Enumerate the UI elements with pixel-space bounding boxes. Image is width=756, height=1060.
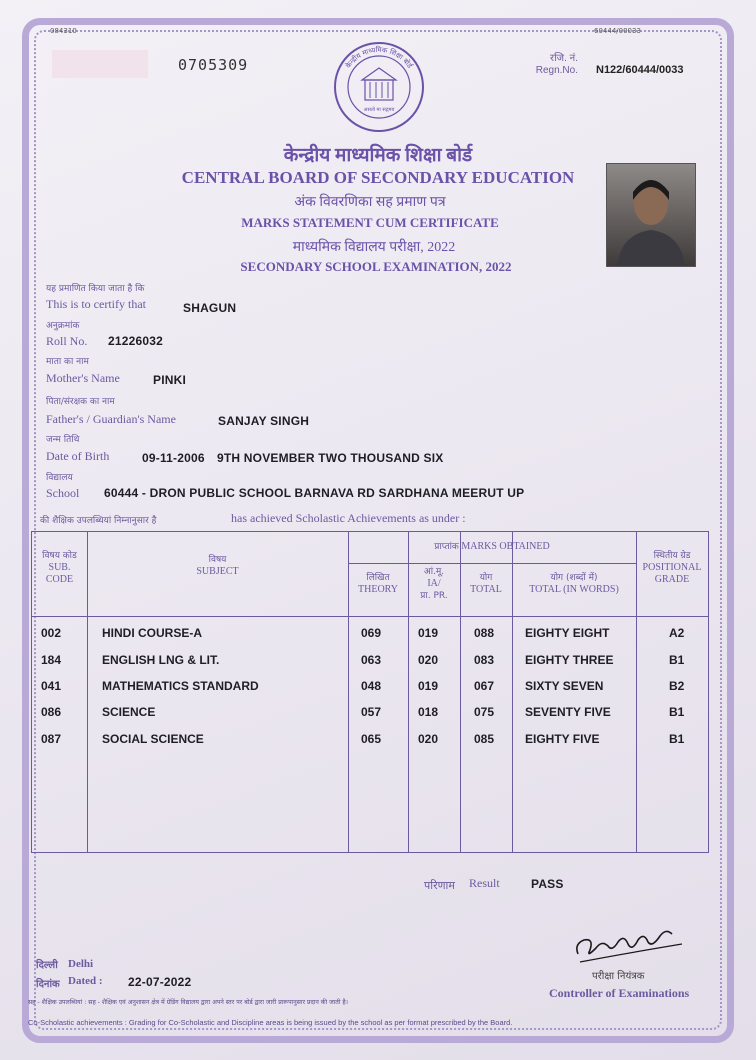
theory-marks: 063: [361, 653, 382, 667]
theory-marks: 057: [361, 705, 382, 719]
subject: MATHEMATICS STANDARD: [102, 679, 259, 693]
table-row: [32, 626, 708, 646]
signature-icon: [572, 924, 692, 968]
subject: SCIENCE: [102, 705, 156, 719]
student-name: SHAGUN: [183, 301, 237, 315]
dob-words: 9TH NOVEMBER TWO THOUSAND SIX: [217, 451, 444, 465]
board-title-hindi: केन्द्रीय माध्यमिक शिक्षा बोर्ड: [283, 145, 473, 166]
cert-title: MARKS STATEMENT CUM CERTIFICATE: [241, 215, 499, 230]
total-words: EIGHTY THREE: [525, 653, 614, 667]
controller-label: Controller of Examinations: [549, 986, 690, 1000]
note-english: Co-Scholastic achievements : Grading for Co-Scholastic and Discipline areas is being issued by the school as per format prescribed by the Board.: [28, 1018, 513, 1027]
subject: HINDI COURSE-A: [102, 626, 203, 640]
seal-motto: असतो मा सद्गमय: [363, 107, 395, 113]
note-hindi: सह - शैक्षिक उपलब्धियां : सह - शैक्षिक एवं अनुशासन क्षेत्र में ग्रेडिंग विद्यालय द्वारा अपने स्तर पर बोर्ड द्वारा जारी प्रारूपानुसार प्रदान की जाती है।: [28, 999, 349, 1006]
total-words: SEVENTY FIVE: [525, 705, 611, 719]
sub-code-header: विषय कोड SUB. CODE: [42, 551, 77, 585]
total-words: EIGHTY FIVE: [525, 732, 600, 746]
sub-code: 002: [41, 626, 62, 640]
theory-marks: 065: [361, 732, 382, 746]
mother-name: PINKI: [153, 373, 187, 387]
ia-pr-header: आं.मू. IA/ प्रा. PR.: [420, 567, 448, 601]
subject: ENGLISH LNG & LIT.: [102, 653, 220, 667]
exam-title: SECONDARY SCHOOL EXAMINATION, 2022: [240, 259, 512, 274]
corner-code-left: 084310: [50, 27, 77, 35]
roll-label-hindi: अनुक्रमांक: [46, 321, 80, 331]
mother-label-hindi: माता का नाम: [46, 357, 89, 367]
result-value: PASS: [531, 877, 564, 891]
cert-title-hindi: अंक विवरणिका सह प्रमाण पत्र: [294, 195, 446, 210]
ia-marks: 020: [418, 653, 439, 667]
dated-label: Dated :: [68, 975, 103, 987]
result-label: Result: [469, 876, 500, 890]
total-marks: 088: [474, 626, 495, 640]
school-name: 60444 - DRON PUBLIC SCHOOL BARNAVA RD SARDHANA MEERUT UP: [104, 486, 525, 500]
total-marks: 067: [474, 679, 495, 693]
sub-code: 184: [41, 653, 62, 667]
result-label-hindi: परिणाम: [424, 879, 455, 892]
subject-header: विषय SUBJECT: [196, 555, 239, 577]
sticker-patch: [52, 50, 148, 78]
exam-title-hindi: माध्यमिक विद्यालय परीक्षा, 2022: [292, 240, 456, 255]
dob-value: 09-11-2006: [142, 451, 205, 465]
total-marks: 083: [474, 653, 495, 667]
dated-label-hindi: दिनांक: [36, 979, 60, 990]
dob-label-hindi: जन्म तिथि: [46, 435, 80, 445]
sub-code: 086: [41, 705, 62, 719]
theory-marks: 069: [361, 626, 382, 640]
theory-header: लिखित THEORY: [358, 573, 398, 595]
father-name: SANJAY SINGH: [218, 414, 310, 428]
achieved-label-hindi: की शैक्षिक उपलब्धियां निम्नानुसार है: [40, 516, 157, 526]
seal-text: केन्द्रीय माध्यमिक शिक्षा बोर्ड: [344, 45, 414, 70]
grade-header: स्थितीय ग्रेड POSITIONAL GRADE: [642, 551, 702, 585]
corner-code-right: 60444/00033: [594, 27, 641, 35]
board-title: CENTRAL BOARD OF SECONDARY EDUCATION: [181, 168, 575, 187]
regn-label-hindi: रजि. नं.: [550, 53, 578, 64]
grade: A2: [669, 626, 685, 640]
father-label-hindi: पिता/संरक्षक का नाम: [46, 397, 115, 407]
total-marks: 085: [474, 732, 495, 746]
ia-marks: 020: [418, 732, 439, 746]
mother-label: Mother's Name: [46, 371, 120, 385]
ia-marks: 019: [418, 626, 439, 640]
table-row: [32, 679, 708, 699]
dob-label: Date of Birth: [46, 449, 110, 463]
roll-number: 21226032: [108, 334, 163, 348]
cbse-seal-icon: [332, 40, 426, 134]
theory-marks: 048: [361, 679, 382, 693]
serial-number: 0705309: [178, 56, 249, 74]
father-label: Father's / Guardian's Name: [46, 412, 176, 426]
controller-label-hindi: परीक्षा नियंत्रक: [592, 971, 645, 982]
regn-number: N122/60444/0033: [596, 64, 684, 76]
marks-table: [31, 531, 709, 853]
table-row: [32, 653, 708, 673]
place-label-hindi: दिल्ली: [36, 960, 58, 971]
svg-text:केन्द्रीय माध्यमिक शिक्षा बोर्: [344, 45, 416, 71]
achieved-label: has achieved Scholastic Achievements as under :: [231, 511, 466, 525]
grade: B1: [669, 732, 685, 746]
co-scholastic-note: [28, 997, 718, 1033]
regn-label: [502, 53, 578, 77]
total-marks: 075: [474, 705, 495, 719]
regn-label-english: Regn.No.: [535, 65, 578, 76]
grade: B1: [669, 705, 685, 719]
sub-code: 041: [41, 679, 62, 693]
place-label: Delhi: [68, 958, 94, 970]
certify-label-hindi: यह प्रमाणित किया जाता है कि: [46, 284, 145, 294]
total-header: योग TOTAL: [470, 573, 502, 595]
school-label-hindi: विद्यालय: [46, 473, 73, 483]
total-words: EIGHTY EIGHT: [525, 626, 610, 640]
total-words-header: योग (शब्दों में) TOTAL (IN WORDS): [529, 573, 619, 595]
table-row: [32, 705, 708, 725]
total-words: SIXTY SEVEN: [525, 679, 604, 693]
student-photo: [606, 163, 696, 267]
subject: SOCIAL SCIENCE: [102, 732, 204, 746]
grade: B1: [669, 653, 685, 667]
ia-marks: 019: [418, 679, 439, 693]
ia-marks: 018: [418, 705, 439, 719]
issue-date: 22-07-2022: [128, 975, 192, 989]
sub-code: 087: [41, 732, 62, 746]
certify-label: This is to certify that: [46, 297, 146, 311]
grade: B2: [669, 679, 685, 693]
table-row: [32, 732, 708, 752]
roll-label: Roll No.: [46, 334, 88, 348]
marks-obtained-header: प्राप्तांक MARKS OBTAINED: [434, 541, 550, 552]
school-label: School: [46, 486, 80, 500]
